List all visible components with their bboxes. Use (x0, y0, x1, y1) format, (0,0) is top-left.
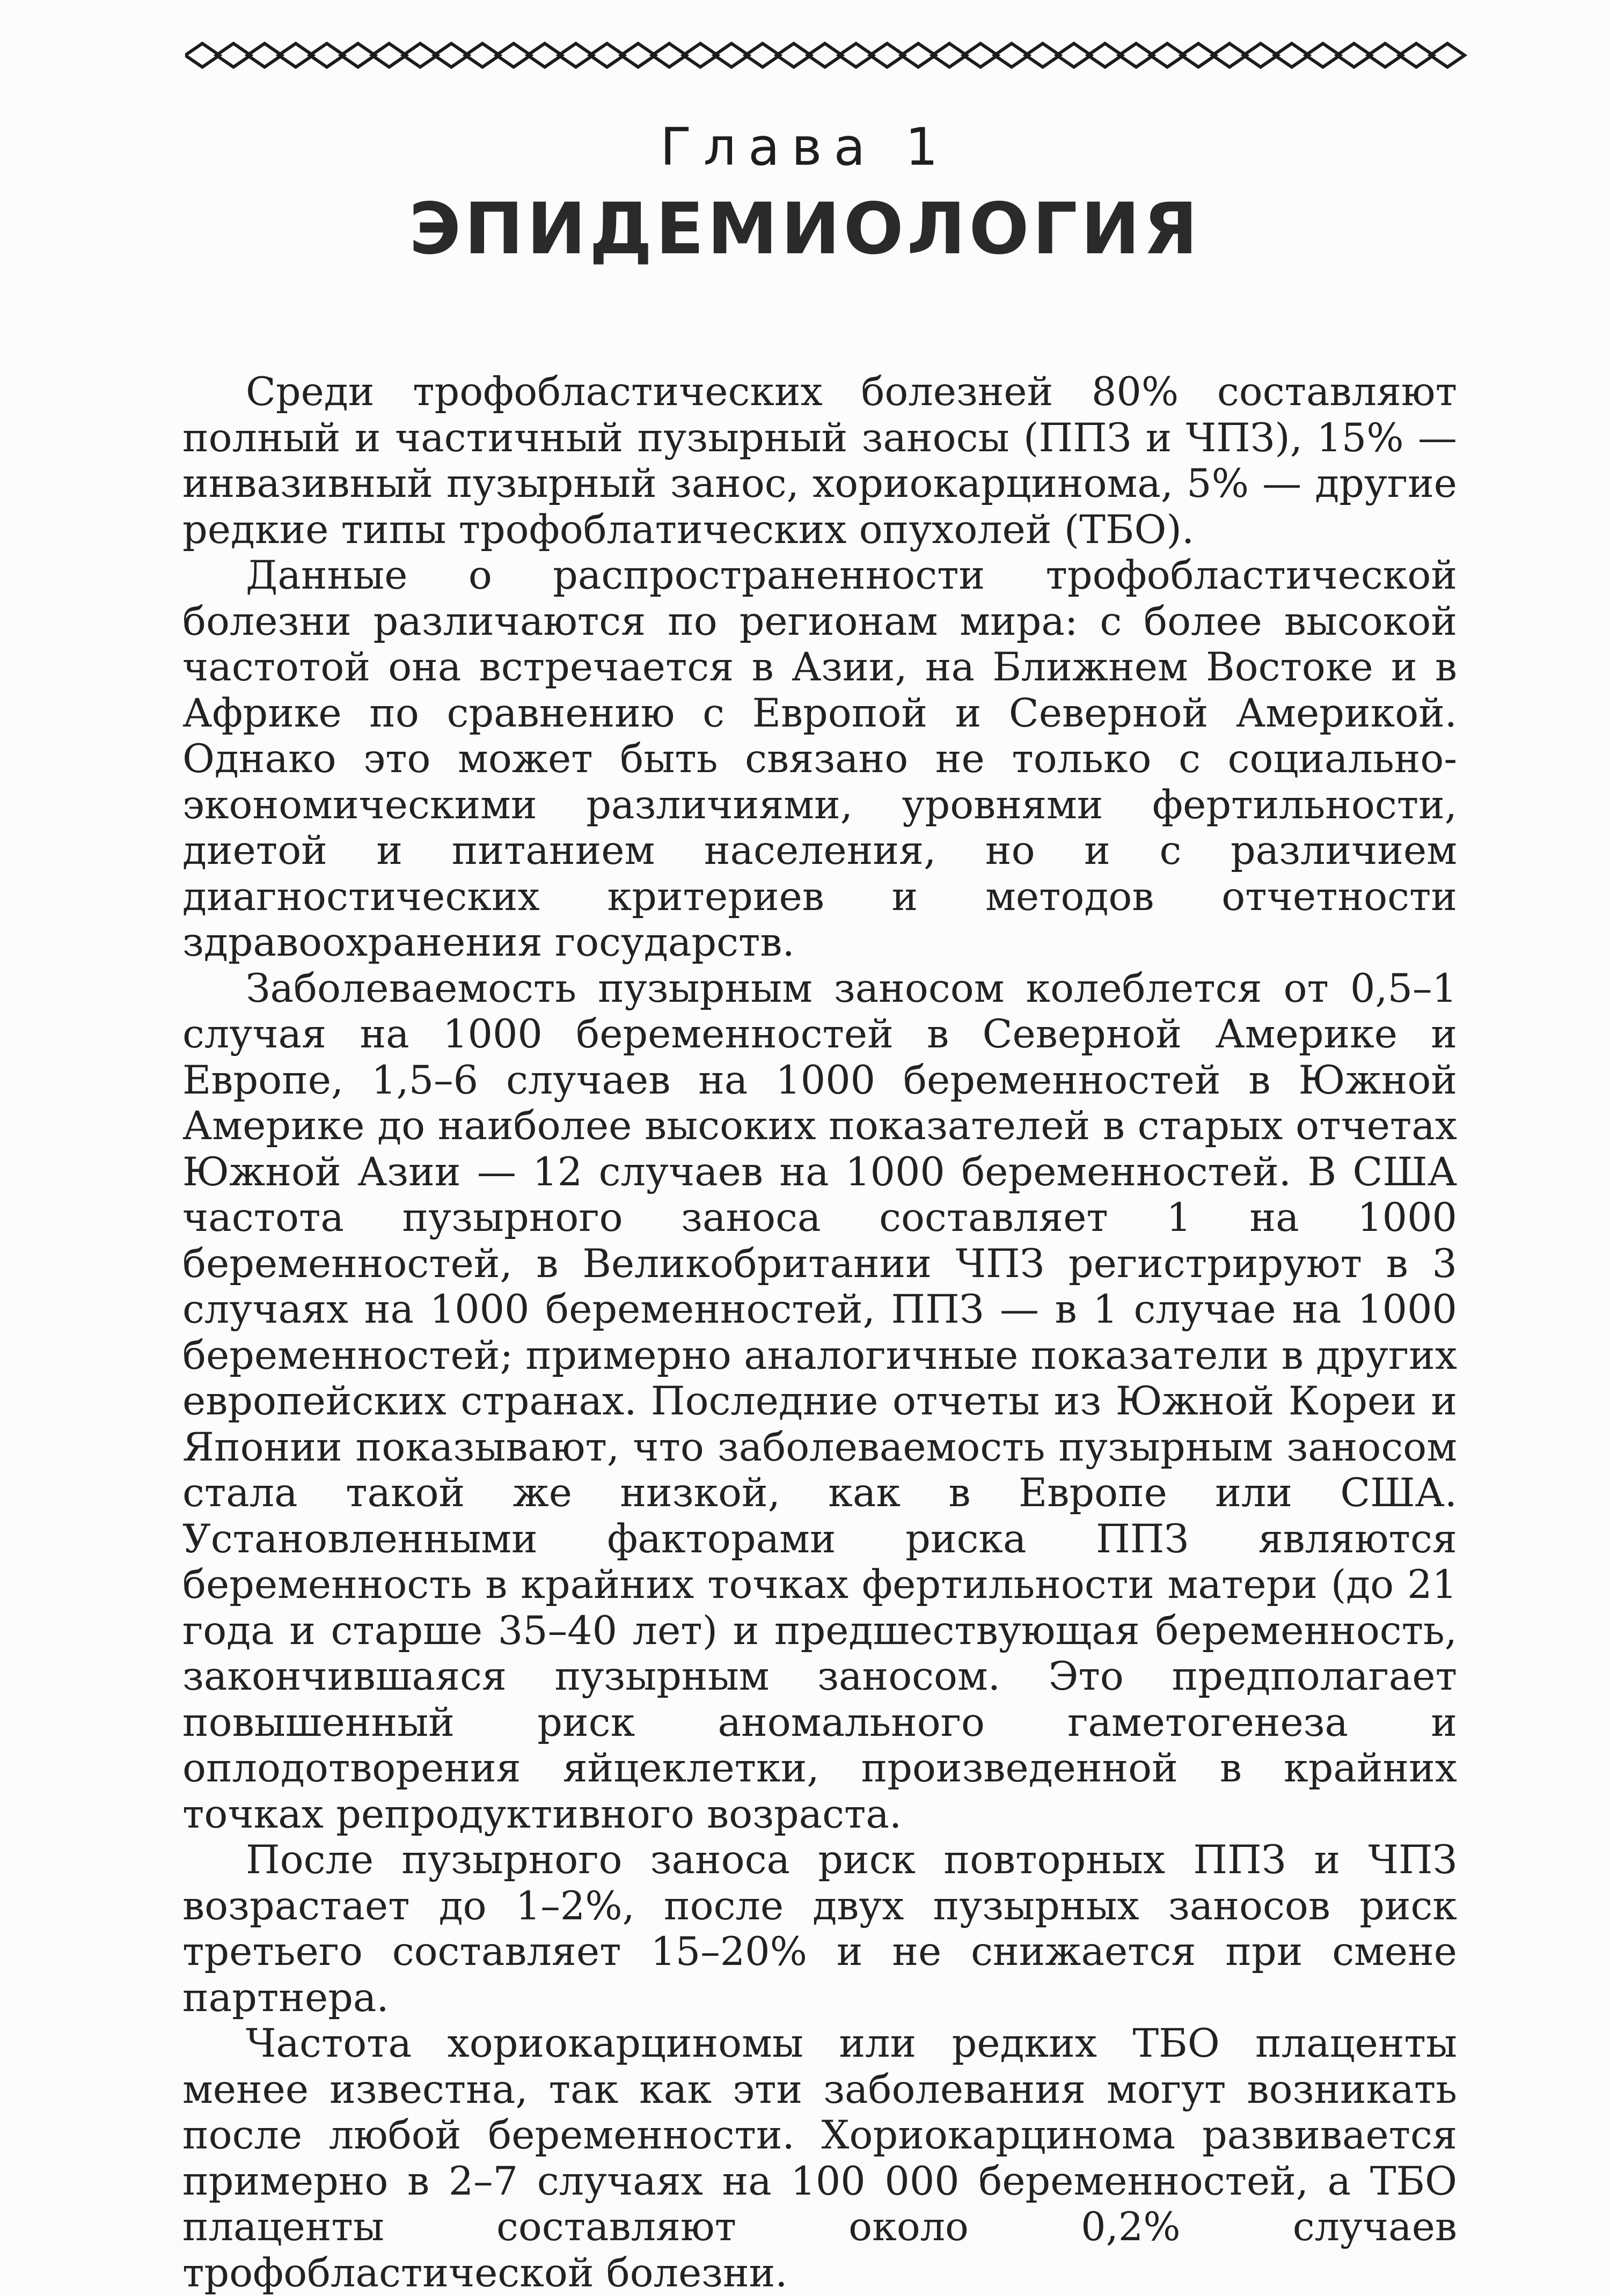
ornamental-border (185, 31, 1470, 79)
paragraph: Частота хориокарциномы или редких ТБО плаценты менее известна, так как эти заболевания могут возникать после любой беременности. Хориокарцинома развивается примерно в 2–7 случаях на 100 000 беременностей, а ТБО плаценты составляют около 0,2% случаев трофобластической болезни. (182, 2021, 1457, 2296)
chapter-title: ЭПИДЕМИОЛОГИЯ (409, 188, 1201, 270)
paragraph: Среди трофобластических болезней 80% составляют полный и частичный пузырный заносы (ППЗ и ЧПЗ), 15% — инвазивный пузырный занос, хориокарцинома, 5% — другие редкие типы трофоблатических опухолей (ТБО). (182, 369, 1457, 553)
paragraph: Данные о распространенности трофобластической болезни различаются по регионам мира: с более высокой частотой она встречается в Азии, на Ближнем Востоке и в Африке по сравнению с Европой и Северной Америкой. Однако это может быть связано не только с социально-экономическими различиями, уровнями фертильности, диетой и питанием населения, но и с различием диагностических критериев и методов отчетности здравоохранения государств. (182, 553, 1457, 965)
paragraph: После пузырного заноса риск повторных ППЗ и ЧПЗ возрастает до 1–2%, после двух пузырных заносов риск третьего составляет 15–20% и не снижается при смене партнера. (182, 1837, 1457, 2021)
paragraph: Заболеваемость пузырным заносом колеблется от 0,5–1 случая на 1000 беременностей в Северной Америке и Европе, 1,5–6 случаев на 1000 беременностей в Южной Америке до наиболее высоких показателей в старых отчетах Южной Азии — 12 случаев на 1000 беременностей. В США частота пузырного заноса составляет 1 на 1000 беременностей, в Великобритании ЧПЗ регистрируют в 3 случаях на 1000 беременностей, ППЗ — в 1 случае на 1000 беременностей; примерно аналогичные показатели в других европейских странах. Последние отчеты из Южной Кореи и Японии показывают, что заболеваемость пузырным заносом стала такой же низкой, как в Европе или США. Установленными факторами риска ППЗ являются беременность в крайних точках фертильности матери (до 21 года и старше 35–40 лет) и предшествующая беременность, закончившаяся пузырным заносом. Это предполагает повышенный риск аномального гаметогенеза и оплодотворения яйцеклетки, произведенной в крайних точках репродуктивного возраста. (182, 965, 1457, 1837)
body-text (182, 369, 1457, 2296)
chapter-number: Глава 1 (660, 117, 950, 177)
